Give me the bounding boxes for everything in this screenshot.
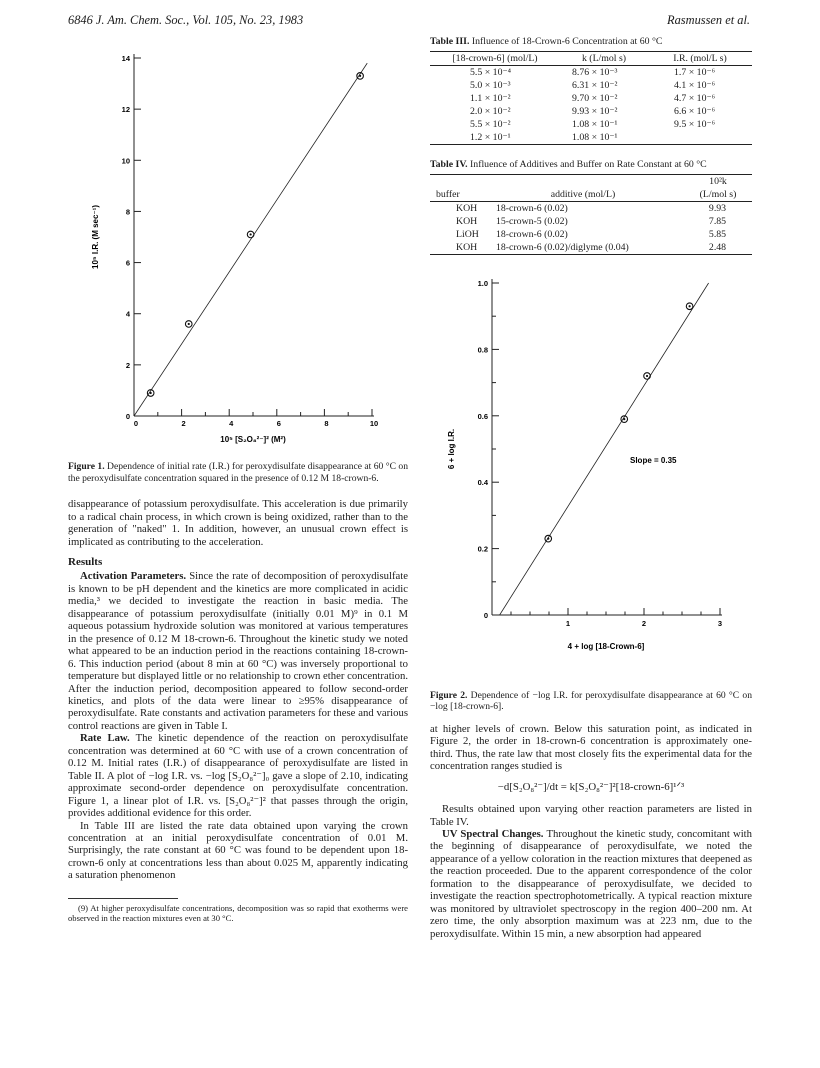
- table-row: [430, 118, 752, 131]
- y-tick-label: 4: [125, 309, 130, 319]
- table-cell: KOH: [430, 241, 482, 255]
- data-point-center: [623, 418, 625, 420]
- table-cell: 5.5 × 10⁻²: [470, 118, 511, 130]
- y-tick-label: 1.0: [477, 278, 488, 288]
- table-3-label: Table III.: [430, 36, 470, 47]
- data-point-center: [547, 537, 549, 539]
- table-4-header: 10²k: [684, 174, 752, 188]
- table-4-header: (L/mol s): [684, 188, 752, 202]
- x-tick-label: 2: [641, 618, 647, 628]
- table-cell: [648, 131, 752, 145]
- table-cell: 1.08 × 10⁻¹: [572, 118, 618, 130]
- table-cell: 8.76 × 10⁻³: [572, 66, 618, 78]
- table-cell: 18-crown-6 (0.02): [496, 202, 568, 214]
- table-4-header: additive (mol/L): [482, 188, 684, 202]
- table-cell: 5.5 × 10⁻⁴: [470, 66, 512, 78]
- y-tick-label: 0.8: [477, 344, 488, 354]
- uv-text: Throughout the kinetic study, concomitant with the beginning of disappearance of peroxydisulfate, we noted the appearance of a yellow coloration in the reaction mixtures that deepened as the reaction proceeded. Due to the apparent correspondence of the color formation to the disappearance of peroxydisulfate, we decided to investigate the reaction spectrophotometrically. A typical reaction mixture was monitored by ultraviolet spectroscopy in the region 400–200 nm. At zero time, the only absorption maximum was at 223 nm, due to the peroxydisulfate. Within 15 min, a new absorption had appeared: [430, 827, 752, 940]
- table-row: [430, 201, 752, 215]
- table-cell: 6.31 × 10⁻²: [572, 79, 618, 91]
- table4-paragraph: Results obtained upon varying other reaction parameters are listed in Table IV.: [430, 803, 752, 828]
- table-3-title: Influence of 18-Crown-6 Concentration at 60 °C: [471, 36, 663, 47]
- table3-paragraph: In Table III are listed the rate data obtained upon varying the crown concentration at an initial peroxydisulfate concentration of 0.01 M. Surprisingly, the rate constant at 60 °C was found to be dependent upon 18-crown-6 only at concentrations less than about 0.025 M, apparently indicating a saturation phenomenon: [68, 819, 408, 882]
- table-row: [430, 228, 752, 241]
- y-tick-label: 0.6: [477, 411, 488, 421]
- y-tick-label: 0.2: [477, 544, 488, 554]
- y-axis-label: 6 + log I.R.: [447, 428, 456, 469]
- table-cell: 18-crown-6 (0.02): [496, 228, 568, 240]
- data-point-center: [150, 392, 152, 394]
- y-tick-label: 0.4: [477, 477, 488, 487]
- figure-1-caption: [68, 461, 408, 484]
- figure-1-caption-text: Dependence of initial rate (I.R.) for peroxydisulfate disappearance at 60 °C on the peroxydisulfate concentration squared in the presence of 0.12 M 18-crown-6.: [68, 461, 408, 484]
- table-cell: 9.93 × 10⁻²: [572, 105, 618, 117]
- activation-text: Since the rate of decomposition of peroxydisulfate is known to be pH dependent and the kinetics are more complicated in acidic media,³ we decided to investigate the reaction in basic media. The disappearance of potassium peroxydisulfate (initially 0.01 M)⁹ in 0.1 M aqueous potassium hydroxide solution was monitored at various temperatures in the presence of 0.12 M 18-crown-6. Throughout the kinetic study we noted what appeared to be an induction period in the reactions containing 18-crown-6. This induction period (about 8 min at 60 °C) was inversely proportional to temperature but displayed little or no relationship to crown ether concentration. After the induction period, decomposition appeared to follow second-order kinetics, and plots of the data were linear to ≥95% disappearance of peroxydisulfate. Rate constants and activation parameters for these and various control reactions are given in Table I.: [68, 570, 409, 732]
- results-heading: Results: [68, 556, 103, 568]
- y-axis-label: 10⁵ I.R. (M sec⁻¹): [91, 205, 100, 269]
- x-tick-label: 0: [133, 419, 139, 428]
- footnote-rule: [68, 898, 178, 899]
- figure-1-chart: [68, 34, 408, 454]
- x-tick-label: 2: [181, 419, 186, 428]
- table-row: [430, 65, 752, 79]
- figure-2-caption-text: Dependence of −log I.R. for peroxydisulfate disappearance at 60 °C on −log [18-crown-6].: [430, 689, 752, 713]
- x-axis-label: 10⁵ [S₂O₈²⁻]² (M²): [220, 435, 286, 444]
- table-3-body: [430, 65, 752, 144]
- x-tick-label: 1: [565, 618, 571, 628]
- uv-heading: UV Spectral Changes.: [442, 827, 544, 840]
- table-cell: 9.70 × 10⁻²: [572, 92, 618, 104]
- left-body: [68, 498, 408, 882]
- y-tick-label: 2: [125, 360, 130, 370]
- right-column: [430, 36, 752, 940]
- table-4-title: Influence of Additives and Buffer on Rate Constant at 60 °C: [470, 158, 707, 170]
- rate-law-text: The kinetic dependence of the reaction on peroxydisulfate concentration was determined at 60 °C with use of a crown concentration of 0.12 M. Initial rates (I.R.) of disappearance of peroxydisulfate are listed in Table II. A plot of −log I.R. vs. −log [S₂O₈²⁻]₀ gave a slope of 2.10, indicating approximate second-order dependence on peroxydisulfate concentration. Figure 1, a linear plot of I.R. vs. [S₂O₈²⁻]² that passes through the origin, provides additional evidence for this order.: [68, 732, 408, 820]
- table-row: [430, 241, 752, 255]
- uv-paragraph: [430, 828, 752, 940]
- table-4-header: buffer: [430, 188, 482, 202]
- table-4-label: Table IV.: [430, 158, 468, 170]
- x-tick-label: 3: [717, 618, 723, 628]
- x-tick-label: 8: [324, 419, 329, 428]
- table-row: [430, 92, 752, 105]
- table-cell: 9.5 × 10⁻⁶: [674, 118, 716, 130]
- table-cell: LiOH: [456, 228, 479, 240]
- table-cell: 2.0 × 10⁻²: [470, 105, 511, 117]
- activation-heading: Activation Parameters.: [80, 570, 187, 583]
- data-point-center: [689, 305, 691, 307]
- y-tick-label: 8: [125, 207, 130, 217]
- x-tick-label: 4: [229, 419, 234, 428]
- rate-law-heading: Rate Law.: [80, 732, 130, 745]
- intro-paragraph-end: disappearance of potassium peroxydisulfate. This acceleration is due primarily to a radical chain process, in which crown is being oxidized, rather than to the generation of "naked" 1. In addition, however, an unusual crown effect is implicated as contributing to the acceleration.: [68, 498, 408, 548]
- table-cell: 15-crown-5 (0.02): [496, 215, 568, 227]
- table-cell: 5.85: [708, 228, 727, 240]
- table-4-caption: [430, 159, 752, 171]
- data-point-center: [646, 374, 648, 376]
- activation-paragraph: [68, 570, 408, 732]
- fit-line: [500, 283, 709, 615]
- table-4: [430, 174, 752, 255]
- table-3: [430, 51, 752, 145]
- table-3-header: k (L/mol s): [560, 51, 648, 65]
- right-body: [430, 723, 752, 940]
- footnote-9: (9) At higher peroxydisulfate concentrations, decomposition was so rapid that exotherms were observed in the reaction mixtures even at 30 °C.: [68, 902, 408, 923]
- y-tick-label: 6: [125, 258, 130, 268]
- figure-1-label: Figure 1.: [68, 461, 105, 472]
- table-cell: 7.85: [708, 215, 727, 227]
- table-row: [430, 79, 752, 92]
- footnotes: [68, 898, 408, 923]
- figure-2-caption: [430, 690, 752, 713]
- table-cell: 9.93: [708, 202, 727, 214]
- table-row: [430, 131, 752, 145]
- y-tick-label: 12: [121, 105, 130, 115]
- table-3-header: I.R. (mol/L s): [648, 51, 752, 65]
- table-cell: KOH: [456, 202, 478, 214]
- table-cell: 6.6 × 10⁻⁶: [674, 105, 716, 117]
- table-cell: 1.08 × 10⁻¹: [560, 131, 648, 145]
- fit-line: [134, 63, 367, 416]
- table-4-body: [430, 201, 752, 254]
- x-tick-label: 6: [276, 419, 281, 428]
- table-cell: 4.1 × 10⁻⁶: [674, 79, 716, 91]
- rate-law-paragraph: [68, 732, 408, 819]
- table-3-caption: [430, 36, 752, 48]
- authors-header: Rasmussen et al.: [667, 13, 750, 27]
- data-point-center: [359, 75, 361, 77]
- table-cell: 1.7 × 10⁻⁶: [674, 66, 716, 78]
- table-cell: 1.2 × 10⁻¹: [430, 131, 560, 145]
- table-3-header: [18-crown-6] (mol/L): [430, 51, 560, 65]
- y-tick-label: 10: [121, 156, 130, 166]
- table-cell: 5.0 × 10⁻³: [470, 79, 511, 91]
- table-row: [430, 215, 752, 228]
- x-tick-label: 10: [369, 419, 379, 428]
- saturation-paragraph: at higher levels of crown. Below this saturation point, as indicated in Figure 2, the order in 18-crown-6 concentration is approximately one-third. Thus, the rate law that most closely fits the experimental data for the concentration ranges studied is: [430, 722, 752, 773]
- table-cell: KOH: [456, 215, 478, 227]
- table-cell: 4.7 × 10⁻⁶: [674, 92, 716, 104]
- data-point-center: [250, 233, 252, 235]
- left-column: [68, 34, 408, 923]
- data-point-center: [188, 323, 190, 325]
- x-axis-label: 4 + log [18-Crown-6]: [567, 641, 645, 651]
- table-cell: 18-crown-6 (0.02)/diglyme (0.04): [482, 241, 684, 255]
- journal-header: 6846 J. Am. Chem. Soc., Vol. 105, No. 23, 1983: [68, 13, 304, 27]
- table-cell: 2.48: [684, 241, 752, 255]
- table-cell: 1.1 × 10⁻²: [470, 92, 511, 104]
- slope-annotation: Slope = 0.35: [630, 455, 677, 465]
- y-tick-label: 14: [121, 54, 130, 63]
- y-origin-label: 0: [483, 610, 488, 620]
- figure-2-chart: [430, 265, 752, 685]
- y-tick-label: 0: [125, 412, 130, 421]
- rate-law-equation: −d[S₂O₈²⁻]/dt = k[S₂O₈²⁻]²[18-crown-6]¹ᐟ³: [497, 780, 685, 793]
- figure-2-label: Figure 2.: [430, 689, 468, 701]
- table-row: [430, 105, 752, 118]
